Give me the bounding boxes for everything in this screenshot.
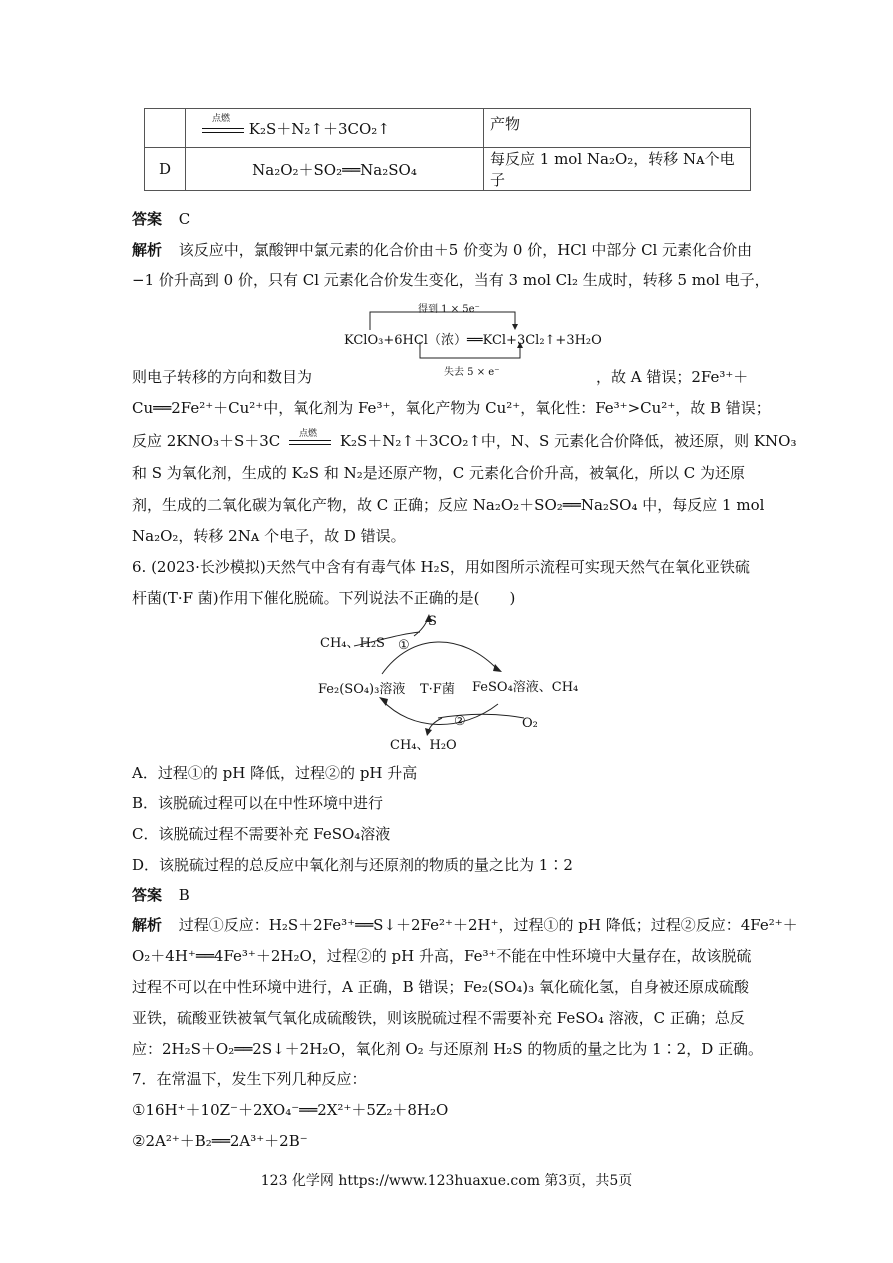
analysis-line bbox=[132, 239, 752, 261]
gain-label: 得到 1 × 5e⁻ bbox=[418, 304, 480, 315]
answer-label: 答案 bbox=[132, 210, 163, 228]
reaction-arrow bbox=[202, 113, 244, 138]
table-cell-label: D bbox=[145, 148, 186, 191]
sulfur-label: S bbox=[428, 614, 437, 629]
analysis-text: ，故 A 错误；2Fe³⁺＋ bbox=[596, 368, 749, 386]
answer-table bbox=[144, 108, 751, 191]
analysis-text: 则电子转移的方向和数目为 bbox=[132, 368, 313, 386]
table-row bbox=[145, 148, 751, 191]
output-label: CH₄、H₂O bbox=[390, 738, 457, 753]
answer-value: B bbox=[178, 886, 190, 904]
analysis-label: 解析 bbox=[132, 241, 163, 259]
reaction-equation: ①16H⁺＋10Z⁻＋2XO₄⁻══2X²⁺＋5Z₂＋8H₂O bbox=[132, 1101, 449, 1119]
bacteria-label: T·F菌 bbox=[420, 682, 455, 697]
analysis-line bbox=[132, 430, 797, 452]
option-d: D．该脱硫过程的总反应中氧化剂与还原剂的物质的量之比为 1∶2 bbox=[132, 856, 573, 874]
input-gas-label: CH₄、H₂S bbox=[320, 636, 385, 651]
table-cell-note: 每反应 1 mol Na₂O₂，转移 Nᴀ个电子 bbox=[484, 148, 751, 191]
step-one-label: ① bbox=[398, 638, 410, 653]
condition-label: 点燃 bbox=[299, 429, 318, 439]
ferric-sulfate-label: Fe₂(SO₄)₃溶液 bbox=[318, 682, 406, 697]
analysis-text: Cu══2Fe²⁺＋Cu²⁺中，氧化剂为 Fe³⁺，氧化产物为 Cu²⁺，氧化性：Fe³⁺>Cu²⁺，故 B 错误； bbox=[132, 399, 771, 417]
answer-line bbox=[132, 884, 190, 906]
step-two-label: ② bbox=[454, 714, 466, 729]
table-cell-note: 产物 bbox=[484, 109, 751, 148]
table-row bbox=[145, 109, 751, 148]
analysis-text: 和 S 为氧化剂，生成的 K₂S 和 N₂是还原产物，C 元素化合价升高，被氧化，所以 C 为还原 bbox=[132, 464, 746, 482]
analysis-text: 过程①反应：H₂S＋2Fe³⁺══S↓＋2Fe²⁺＋2H⁺，过程①的 pH 降低；过程②反应：4Fe²⁺＋ bbox=[178, 916, 798, 934]
answer-label: 答案 bbox=[132, 886, 163, 904]
analysis-text: K₂S＋N₂↑＋3CO₂↑中，N、S 元素化合价降低，被还原，则 KNO₃ bbox=[339, 432, 797, 450]
option-c: C．该脱硫过程不需要补充 FeSO₄溶液 bbox=[132, 825, 391, 843]
option-a: A．过程①的 pH 降低，过程②的 pH 升高 bbox=[132, 764, 418, 782]
analysis-text: Na₂O₂，转移 2Nᴀ 个电子，故 D 错误。 bbox=[132, 527, 406, 545]
question-stem: 6. (2023·长沙模拟)天然气中含有有毒气体 H₂S，用如图所示流程可实现天然气在氧化亚铁硫 bbox=[132, 558, 750, 576]
reaction-equation: ②2A²⁺＋B₂══2A³⁺＋2B⁻ bbox=[132, 1132, 308, 1150]
analysis-text: 该反应中，氯酸钾中氯元素的化合价由＋5 价变为 0 价，HCl 中部分 Cl 元素化合价由 bbox=[178, 241, 753, 259]
table-cell-equation: Na₂O₂＋SO₂══Na₂SO₄ bbox=[186, 148, 484, 191]
analysis-text: 剂，生成的二氧化碳为氧化产物，故 C 正确；反应 Na₂O₂＋SO₂══Na₂SO₄ 中，每反应 1 mol bbox=[132, 496, 765, 514]
desulfurization-diagram bbox=[312, 614, 592, 754]
equation-text: K₂S＋N₂↑＋3CO₂↑ bbox=[248, 119, 390, 138]
analysis-text: −1 价升高到 0 价，只有 Cl 元素化合价发生变化，当有 3 mol Cl₂ 生成时，转移 5 mol 电子， bbox=[132, 271, 770, 289]
analysis-text: 应：2H₂S＋O₂══2S↓＋2H₂O，氧化剂 O₂ 与还原剂 H₂S 的物质的量之比为 1∶2，D 正确。 bbox=[132, 1040, 764, 1058]
transfer-equation: KClO₃+6HCl（浓）══KCl+3Cl₂↑+3H₂O bbox=[344, 333, 602, 348]
question-stem: 杆菌(T·F 菌)作用下催化脱硫。下列说法不正确的是( ) bbox=[132, 589, 516, 607]
loss-label: 失去 5 × e⁻ bbox=[444, 367, 500, 378]
electron-transfer-diagram bbox=[340, 298, 600, 378]
ferrous-sulfate-label: FeSO₄溶液、CH₄ bbox=[472, 680, 579, 695]
analysis-text: O₂＋4H⁺══4Fe³⁺＋2H₂O，过程②的 pH 升高，Fe³⁺不能在中性环境中大量存在，故该脱硫 bbox=[132, 947, 752, 965]
answer-line bbox=[132, 208, 190, 230]
reaction-arrow bbox=[289, 429, 331, 449]
analysis-text: 亚铁，硫酸亚铁被氧气氧化成硫酸铁，则该脱硫过程不需要补充 FeSO₄ 溶液，C 正确；总反 bbox=[132, 1009, 745, 1027]
analysis-text: 反应 2KNO₃＋S＋3C bbox=[132, 432, 281, 450]
table-cell-label bbox=[145, 109, 186, 148]
answer-value: C bbox=[178, 210, 191, 228]
table-cell-equation bbox=[186, 109, 484, 148]
option-b: B．该脱硫过程可以在中性环境中进行 bbox=[132, 794, 384, 812]
analysis-line bbox=[132, 914, 798, 936]
analysis-label: 解析 bbox=[132, 916, 163, 934]
question-stem: 7．在常温下，发生下列几种反应： bbox=[132, 1070, 367, 1088]
oxygen-label: O₂ bbox=[522, 716, 538, 731]
page-footer: 123 化学网 https://www.123huaxue.com 第3页，共5页 bbox=[260, 1173, 633, 1189]
analysis-text: 过程不可以在中性环境中进行，A 正确，B 错误；Fe₂(SO₄)₃ 氧化硫化氢，自身被还原成硫酸 bbox=[132, 978, 749, 996]
condition-label: 点燃 bbox=[212, 113, 231, 124]
